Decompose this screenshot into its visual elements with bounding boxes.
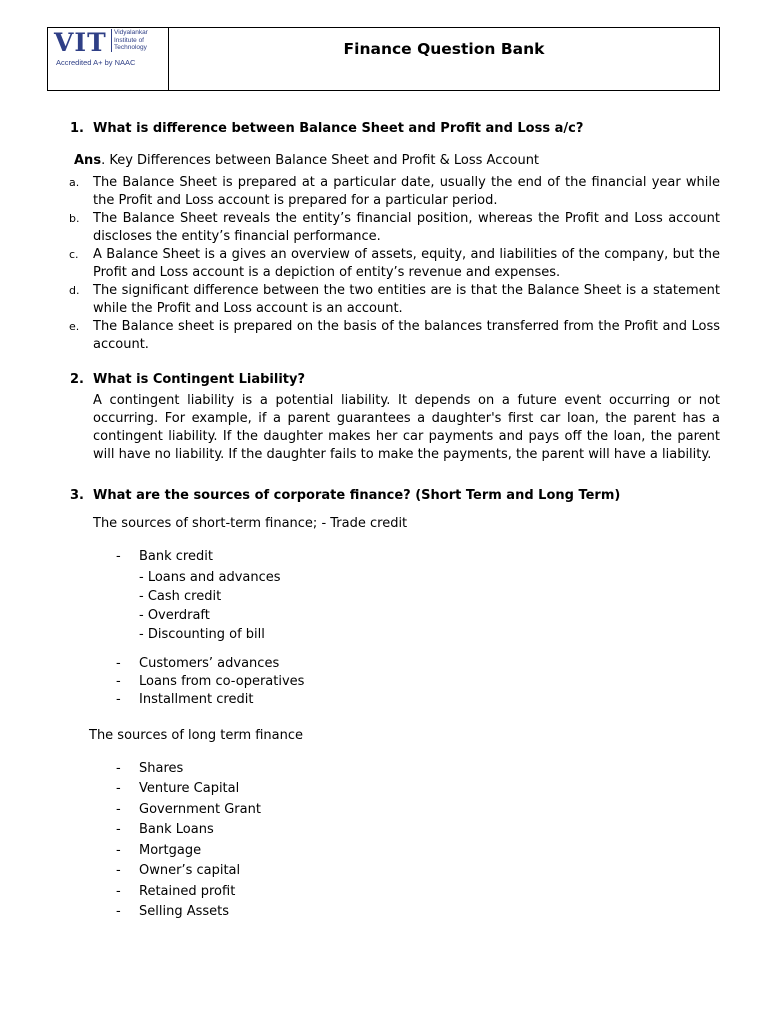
question-number: 3. [70,488,84,503]
question-3-text: What are the sources of corporate finance? (Short Term and Long Term) [93,488,621,503]
page-title: Finance Question Bank [343,40,545,58]
institute-logo [48,28,169,90]
list-letter: e. [69,320,80,333]
list-item: Bank credit [139,549,213,564]
bullet-dash: - [116,656,121,671]
institute-name-line: Vidyalankar [114,29,148,36]
header-box [47,27,720,91]
list-item: Customers’ advances [139,656,280,671]
question-2-text: What is Contingent Liability? [93,372,306,387]
institute-name-line: Technology [114,44,147,51]
answer-label: Ans [74,153,102,168]
list-item: Owner’s capital [139,863,241,878]
list-letter: a. [69,176,80,189]
list-item: Loans from co-operatives [139,674,305,689]
list-item: A Balance Sheet is a gives an overview of assets, equity, and liabilities of the company, but the Profit and Loss account is a depiction of entity’s revenue and expenses. [93,247,720,280]
list-letter: c. [69,248,79,261]
bullet-dash: - [116,692,121,707]
question-number: 2. [70,372,84,387]
bullet-dash: - [116,802,121,817]
bullet-dash: - [116,822,121,837]
long-term-intro: The sources of long term finance [89,728,304,743]
list-letter: b. [69,212,80,225]
list-item: Venture Capital [139,781,240,796]
bullet-dash: - [116,884,121,899]
list-letter: d. [69,284,80,297]
logo-text: VIT [54,28,107,57]
institute-name [111,29,148,52]
list-item: Installment credit [139,692,254,707]
answer-paragraph: A contingent liability is a potential liability. It depends on a future event occurring or not occurring. For example, if a parent guarantees a daughter's first car loan, the parent has a contingent liability. If the daughter makes her car payments and pays off the loan, the parent will have no liability. If the daughter fails to make the payments, the parent will have a liability. [93,393,720,462]
bullet-dash: - [116,781,121,796]
bullet-dash: - [116,863,121,878]
bullet-dash: - [116,549,121,564]
answer-intro [74,153,539,168]
list-item: The Balance Sheet is prepared at a particular date, usually the end of the financial year while the Profit and Loss account is prepared for a particular period. [93,175,720,208]
list-item: Retained profit [139,884,236,899]
bullet-dash: - [116,904,121,919]
sub-list-item: - Loans and advances [139,570,281,585]
institute-name-line: Institute of [114,36,144,44]
bullet-dash: - [116,761,121,776]
answer-intro-text: . Key Differences between Balance Sheet and Profit & Loss Account [101,153,540,168]
list-item: Selling Assets [139,904,230,919]
sub-list-item: - Cash credit [139,589,222,604]
question-1-text: What is difference between Balance Sheet and Profit and Loss a/c? [93,121,584,136]
short-term-intro: The sources of short-term finance; - Trade credit [93,516,408,531]
sub-list-item: - Discounting of bill [139,627,265,642]
question-number: 1. [70,121,84,136]
accreditation-text: Accredited A+ by NAAC [56,58,136,67]
list-item: The Balance Sheet reveals the entity’s financial position, whereas the Profit and Loss account discloses the entity’s financial performance. [93,211,720,244]
bullet-dash: - [116,843,121,858]
list-item: Government Grant [139,802,261,817]
list-item: The Balance sheet is prepared on the basis of the balances transferred from the Profit and Loss account. [93,319,720,352]
list-item: Mortgage [139,843,202,858]
list-item: The significant difference between the two entities are is that the Balance Sheet is a statement while the Profit and Loss account is an account. [93,283,720,316]
list-item: Shares [139,761,184,776]
sub-list-item: - Overdraft [139,608,210,623]
bullet-dash: - [116,674,121,689]
list-item: Bank Loans [139,822,214,837]
